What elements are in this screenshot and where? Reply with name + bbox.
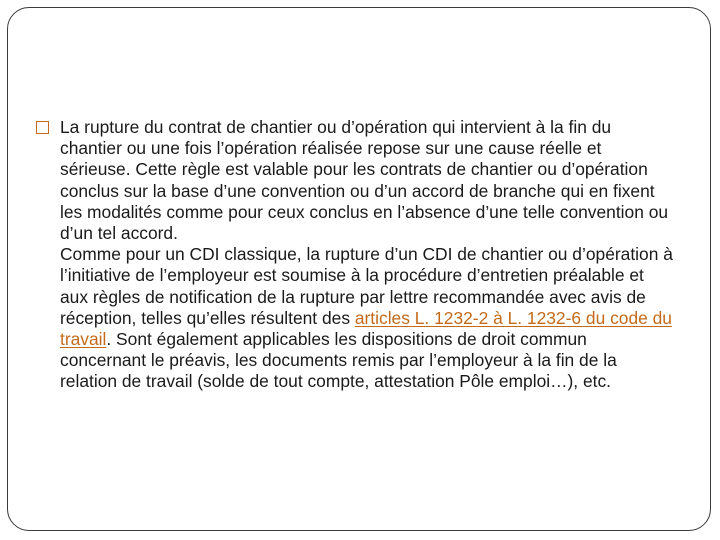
bullet-paragraph [36,117,676,393]
paragraph-2-text-after-link: . Sont également applicables les dispositions de droit commun concernant le préavis, les documents remis par l’employeur à la fin de la relation de travail (solde de tout compte, attestation Pôle emploi…), etc. [60,329,617,392]
paragraph-2-text-before-link: Comme pour un CDI classique, la rupture d’un CDI de chantier ou d’opération à l’initiative de l’employeur est soumise à la procédure d’entretien préalable et aux règles de notification de la rupture par lettre recommandée avec avis de réception, telles qu’elles résultent des [60,244,673,328]
square-outline-bullet-icon [36,121,49,134]
code-du-travail-link[interactable]: articles L. 1232-2 à L. 1232-6 du code du travail [60,307,672,350]
slide-content [36,117,676,393]
paragraph-1: La rupture du contrat de chantier ou d’opération qui intervient à la fin du chantier ou une fois l’opération réalisée repose sur une cause réelle et sérieuse. Cette règle est valable pour les contrats de chantier ou d’opération conclus sur la base d’une convention ou d’un accord de branche qui en fixent les modalités comme pour ceux conclus en l’absence d’une telle convention ou d’un tel accord. [60,117,669,244]
paragraph-2 [60,244,676,392]
